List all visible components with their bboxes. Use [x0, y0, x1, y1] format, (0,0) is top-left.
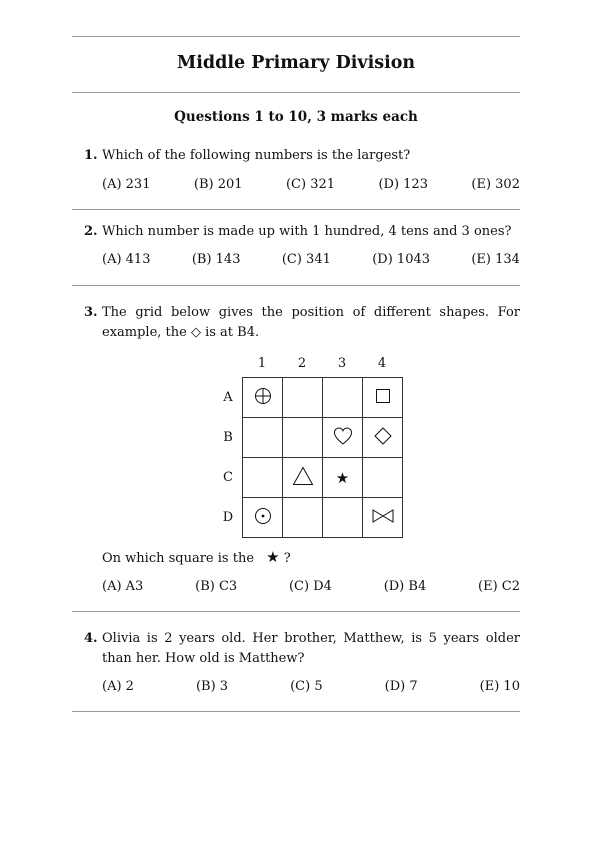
- prompt-end: ?: [283, 551, 291, 566]
- grid-row-b: B: [223, 430, 233, 445]
- question-3-options: [102, 579, 520, 594]
- question-3-prompt: [102, 548, 520, 569]
- triangle-icon: [292, 466, 314, 486]
- option-b[interactable]: (B) 143: [191, 252, 241, 267]
- cell-a2: [283, 378, 323, 418]
- option-a[interactable]: (A) 413: [102, 252, 151, 267]
- option-a[interactable]: (A) 231: [102, 177, 151, 192]
- cell-d4: [363, 498, 403, 538]
- cell-b1: [243, 418, 283, 458]
- option-b[interactable]: (B) 3: [195, 679, 229, 694]
- divider: [72, 611, 520, 612]
- title-rule: [72, 92, 520, 93]
- option-d[interactable]: (D) 7: [384, 679, 418, 694]
- cell-a3: [323, 378, 363, 418]
- question-text: The grid below gives the position of different shapes. For example, the ◇ is at B4.: [102, 305, 520, 340]
- shape-grid: [242, 377, 403, 538]
- grid-column-4: 4: [377, 356, 387, 371]
- cell-b4: [363, 418, 403, 458]
- cell-d3: [323, 498, 363, 538]
- option-c[interactable]: (C) D4: [288, 579, 332, 594]
- heart-icon: [333, 426, 353, 446]
- circle-dot-icon: [254, 507, 272, 525]
- option-a[interactable]: (A) A3: [102, 579, 144, 594]
- grid-column-1: 1: [257, 356, 267, 371]
- cell-a1: [243, 378, 283, 418]
- page-title: Middle Primary Division: [176, 53, 416, 73]
- cell-a4: [363, 378, 403, 418]
- circle-plus-icon: [254, 387, 272, 405]
- question-4-options: [102, 679, 520, 694]
- divider: [72, 285, 520, 286]
- question-2-options: [102, 252, 520, 267]
- grid-column-2: 2: [297, 356, 307, 371]
- question-text: Which of the following numbers is the largest?: [102, 148, 411, 163]
- bowtie-icon: [372, 509, 394, 523]
- option-b[interactable]: (B) C3: [195, 579, 238, 594]
- cell-c1: [243, 458, 283, 498]
- question-number: 1.: [84, 148, 98, 163]
- question-number: 3.: [84, 305, 98, 320]
- option-d[interactable]: (D) 123: [378, 177, 428, 192]
- grid-column-3: 3: [337, 356, 347, 371]
- option-a[interactable]: (A) 2: [102, 679, 134, 694]
- cell-b2: [283, 418, 323, 458]
- option-e[interactable]: (E) 302: [471, 177, 520, 192]
- question-number: 2.: [84, 224, 98, 239]
- star-icon: ★: [335, 468, 350, 487]
- cell-d1: [243, 498, 283, 538]
- cell-c2: [283, 458, 323, 498]
- divider: [72, 209, 520, 210]
- option-d[interactable]: (D) B4: [383, 579, 427, 594]
- option-e[interactable]: (E) 134: [471, 252, 520, 267]
- option-b[interactable]: (B) 201: [193, 177, 243, 192]
- grid-row-c: C: [223, 470, 233, 485]
- bottom-rule: [72, 711, 520, 712]
- grid-row-d: D: [222, 510, 234, 525]
- grid-row-a: A: [223, 390, 233, 405]
- option-d[interactable]: (D) 1043: [372, 252, 431, 267]
- option-c[interactable]: (C) 321: [285, 177, 336, 192]
- square-icon: [375, 388, 391, 404]
- cell-b3: [323, 418, 363, 458]
- cell-c3: [323, 458, 363, 498]
- option-c[interactable]: (C) 5: [290, 679, 323, 694]
- question-1-options: [102, 177, 520, 192]
- cell-d2: [283, 498, 323, 538]
- section-heading: Questions 1 to 10, 3 marks each: [174, 109, 418, 125]
- question-2: [84, 222, 520, 242]
- cell-c4: [363, 458, 403, 498]
- prompt-text: On which square is the: [102, 551, 255, 566]
- star-icon: ★: [266, 548, 280, 566]
- option-e[interactable]: (E) C2: [478, 579, 520, 594]
- option-c[interactable]: (C) 341: [281, 252, 331, 267]
- diamond-icon: [374, 427, 392, 445]
- top-rule: [72, 36, 520, 37]
- question-3: [84, 303, 520, 342]
- question-text: Olivia is 2 years old. Her brother, Matthew, is 5 years older than her. How old is Matthew?: [102, 631, 520, 666]
- question-4: [84, 629, 520, 668]
- question-number: 4.: [84, 631, 98, 646]
- question-text: Which number is made up with 1 hundred, 4 tens and 3 ones?: [102, 224, 512, 239]
- question-1: [84, 146, 520, 166]
- option-e[interactable]: (E) 10: [479, 679, 520, 694]
